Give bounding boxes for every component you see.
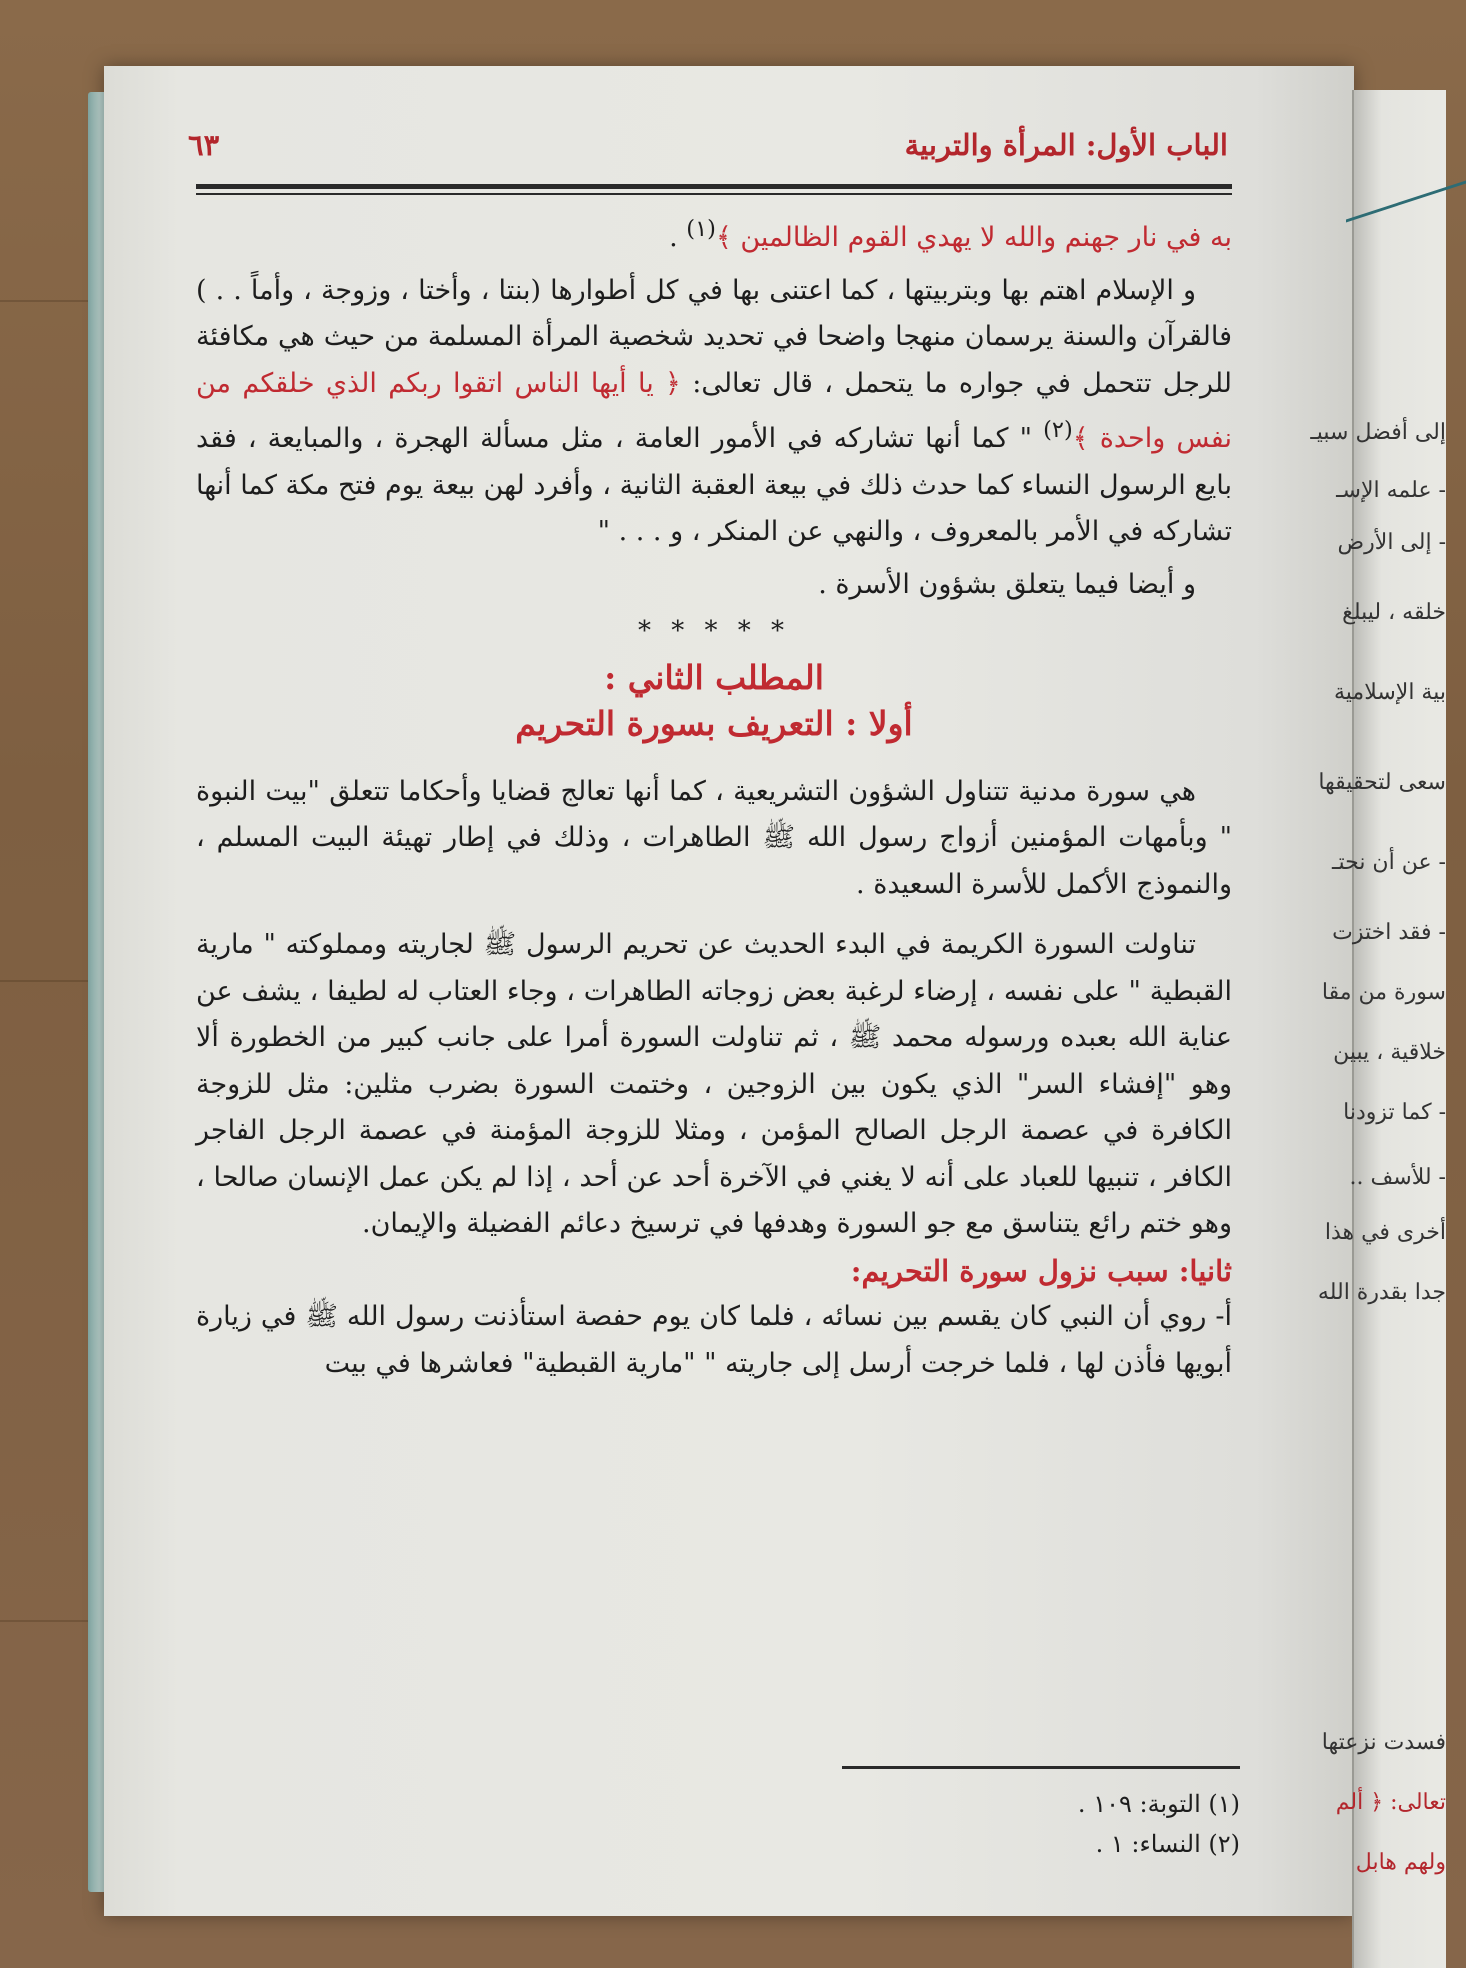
subsection-title: ثانيا: سبب نزول سورة التحريم: <box>850 1253 1232 1288</box>
section-subtitle: أولا : التعريف بسورة التحريم <box>515 703 913 743</box>
next-page-fragment: بية الإسلامية <box>1334 680 1446 705</box>
header-rule-thin <box>196 193 1232 195</box>
header-rule-thick <box>196 184 1232 189</box>
next-page-fragment: - للأسف .. <box>1349 1165 1446 1190</box>
paragraph-islam-woman <box>196 268 1232 556</box>
next-page-fragment: سعى لتحقيقها <box>1318 770 1446 795</box>
quran-verse: به في نار جهنم والله لا يهدي القوم الظالمين ﴾ <box>715 222 1232 253</box>
next-page-fragment: - عن أن نحتـ <box>1332 850 1446 875</box>
paragraph-text: " كما أنها تشاركه في الأمور العامة ، مثل مسألة الهجرة ، والمبايعة ، فقد بايع الرسول النساء كما حدث ذلك في بيعة العقبة الثانية ، وأفرد لهن بيعة يوم فتح مكة كما أنها تشاركه في الأمر بالمعروف ، والنهي عن المنكر ، و . . . " <box>196 423 1232 547</box>
next-page-edge <box>1310 90 1446 1968</box>
next-page-fragment: جدا بقدرة الله <box>1317 1280 1446 1305</box>
footnote-ref: (١) <box>686 216 716 242</box>
page-header <box>188 128 1228 172</box>
next-page-fragment: إلى أفضل سبيـ <box>1310 420 1446 445</box>
next-page-fragment: - إلى الأرض <box>1337 530 1446 555</box>
next-page-fragment: - فقد اختزت <box>1332 920 1446 945</box>
footnote-rule <box>842 1766 1240 1769</box>
quran-verse: ﴿ يا أيها الناس اتقوا ربكم الذي خلقكم من نفس واحدة ﴾ <box>196 367 1232 454</box>
chapter-title: الباب الأول: المرأة والتربية <box>904 128 1228 162</box>
next-page-fragment: فسدت نزعتها <box>1321 1730 1446 1755</box>
next-page-fragment: - علمه الإسـ <box>1336 478 1446 503</box>
footnote: (١) التوبة: ١٠٩ . <box>1077 1790 1240 1818</box>
next-page-header-rule <box>1346 71 1466 223</box>
section-separator: * * * * * <box>637 616 791 646</box>
paragraph-text: و الإسلام اهتم بها وبتربيتها ، كما اعتنى بها في كل أطوارها (بنتا ، وأختا ، وزوجة ، وأماً . . ) فالقرآن والسنة يرسمان منهجا واضحا في تحديد شخصية المرأة المسلمة من حيث هي مكافئة للرجل تتحمل في جواره ما يتحمل ، قال تعالى: <box>196 274 1233 399</box>
next-page-fragment: ولهم هابل <box>1355 1850 1446 1875</box>
page-body <box>196 206 1232 1387</box>
paragraph-surah-content: تناولت السورة الكريمة في البدء الحديث عن تحريم الرسول ﷺ لجاريته ومملوكته " مارية القبطية " على نفسه ، إرضاء لرغبة بعض زوجاته الطاهرات ، وجاء العتاب له لطيفا ، يشف عن عناية الله بعبده ورسوله محمد ﷺ ، ثم تناولت السورة أمرا على جانب كبير من الخطورة ألا وهو "إفشاء السر" الذي يكون بين الزوجين ، وختمت السورة بضرب مثلين: مثل للزوجة الكافرة في عصمة الرجل الصالح المؤمن ، ومثلا للزوجة المؤمنة في عصمة الرجل الفاجر الكافر ، تنبيها للعباد على أنه لا يغني في الآخرة أحد عن أحد ، إذا لم يكن عمل الإنسان صالحا ، وهو ختم رائع يتناسق مع جو السورة وهدفها في ترسيخ دعائم الفضيلة والإيمان. <box>196 929 1232 1239</box>
footnotes <box>500 1784 1240 1864</box>
paragraph-surah-intro: هي سورة مدنية تتناول الشؤون التشريعية ، كما أنها تعالج قضايا وأحكاما تتعلق "بيت النبوة " وبأمهات المؤمنين أزواج رسول الله ﷺ الطاهرات ، وذلك في إطار تهيئة البيت المسلم ، والنموذج الأكمل للأسرة السعيدة . <box>196 775 1232 900</box>
paragraph-verse-end <box>196 206 1232 262</box>
next-page-fragment: خلاقية ، يبين <box>1333 1040 1446 1065</box>
sentence-end: . <box>669 222 687 253</box>
section-title: المطلب الثاني : <box>604 657 824 697</box>
page-number: ٦٣ <box>188 128 220 162</box>
footnote: (٢) النساء: ١ . <box>1095 1830 1240 1858</box>
footnote-ref: (٢) <box>1043 417 1073 443</box>
paragraph-family: و أيضا فيما يتعلق بشؤون الأسرة . <box>818 568 1196 600</box>
next-page-fragment: تعالى: ﴿ ألم <box>1335 1790 1446 1815</box>
next-page-fragment: خلقه ، ليبلغ <box>1342 600 1446 625</box>
next-page-fragment: سورة من مقا <box>1321 980 1446 1005</box>
next-page-fragment: - كما تزودنا <box>1343 1100 1446 1125</box>
next-page-fragment: أخرى في هذا <box>1324 1220 1446 1245</box>
paragraph-revelation-cause: أ- روي أن النبي كان يقسم بين نسائه ، فلما كان يوم حفصة استأذنت رسول الله ﷺ في زيارة أبويها فأذن لها ، فلما خرجت أرسل إلى جاريته " "مارية القبطية" فعاشرها في بيت <box>196 1301 1232 1379</box>
